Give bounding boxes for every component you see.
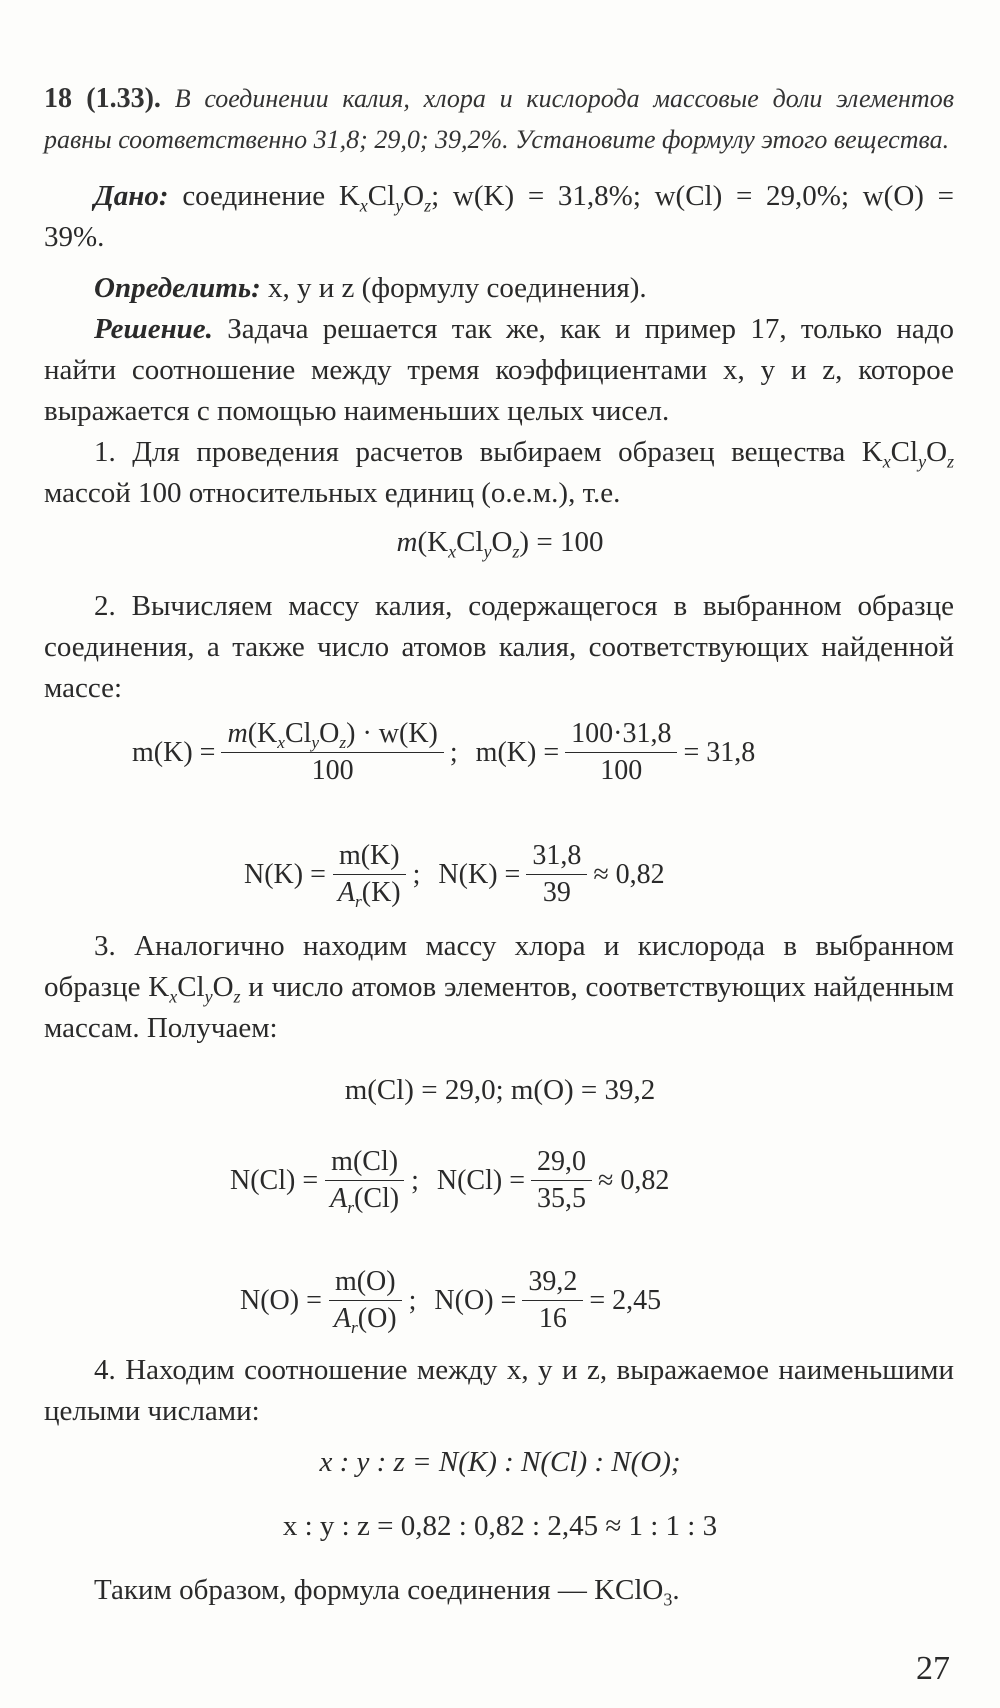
given-text-after: ; w(K) = 31,8%; w(Cl) = 29,0%; w(O) = 39%. (44, 180, 955, 253)
given-text-before: соединение (182, 180, 326, 212)
solution-text: Задача решается так же, как и пример 17, только надо найти соотношение между тремя коэффициентами x, y и z, которое выражается с помощью наименьших целых чисел. (44, 313, 955, 427)
eq-ratio2-text: x : y : z = 0,82 : 0,82 : 2,45 ≈ 1 : 1 : 3 (282, 1510, 718, 1542)
step1-text-before: 1. Для проведения расчетов выбираем образец вещества (94, 436, 846, 468)
step3-block (44, 926, 954, 1049)
step2-block (44, 586, 954, 709)
eq-mk-lhs2: m(K) = (475, 736, 560, 768)
find-text: x, y и z (формулу соединения). (268, 272, 647, 304)
eq-no-result: = 2,45 (589, 1284, 662, 1316)
problem-block (44, 52, 954, 186)
step4-paragraph (44, 1350, 954, 1432)
find-paragraph (44, 268, 954, 309)
eq-ncl-fraction-2 (531, 1144, 592, 1217)
eq-nk-lhs2: N(K) = (438, 858, 521, 890)
eq-ncl-sep: ; (411, 1164, 419, 1196)
step3-paragraph (44, 926, 954, 1049)
conclusion-paragraph: Таким образом, формула соединения — KClO$_3$. (94, 1574, 680, 1610)
total-mass-rhs: = 100 (529, 526, 604, 558)
eq-ncl-frac2-num: 29,0 (531, 1144, 592, 1181)
equation-mass-potassium (132, 716, 755, 789)
eq-nk-sep: ; (412, 858, 421, 890)
given-paragraph (44, 176, 954, 258)
eq-nk-frac1-den: (K) (361, 877, 401, 908)
find-label: Определить: (94, 272, 261, 304)
step4-text: 4. Находим соотношение между x, y и z, выражаемое наименьшими целыми числами: (44, 1354, 954, 1427)
solution-paragraph (44, 309, 954, 432)
eq-nk-fraction-2 (526, 838, 587, 911)
eq-no-frac1-num: m(O) (329, 1264, 402, 1301)
eq-no-fraction-2 (522, 1264, 583, 1337)
eq-ratio1-text: x : y : z = N(K) : N(Cl) : N(O); (319, 1446, 681, 1478)
conclusion-block (44, 1570, 954, 1611)
eq-ncl-lhs2: N(Cl) = (436, 1164, 526, 1196)
given-label: Дано: (94, 180, 169, 212)
equation-atoms-potassium (244, 838, 665, 911)
solution-label: Решение. (94, 313, 213, 345)
problem-statement (44, 78, 954, 160)
eq-ncl-frac2-den: 35,5 (537, 1183, 587, 1214)
eq-ncl-lhs: N(Cl) = (230, 1164, 319, 1196)
conclusion-text: Таким образом, формула соединения — KClO (94, 1574, 664, 1606)
eq-nk-frac2-num: 31,8 (526, 838, 587, 875)
step4-block (44, 1350, 954, 1432)
eq-nk-frac1-num: m(K) (333, 838, 406, 875)
eq-mk-frac2-num: 100·31,8 (565, 716, 677, 753)
problem-text: В соединении калия, хлора и кислорода массовые доли элементов равны соответственно 31,8; 29,0; 39,2%. Установите формулу этого вещества. (44, 84, 954, 154)
step2-text: 2. Вычисляем массу калия, содержащегося в выбранном образце соединения, а также число атомов калия, соответствующих найденной массе: (44, 590, 954, 704)
equation-atoms-chlorine (230, 1144, 669, 1217)
eq-nk-lhs: N(K) = (244, 858, 326, 890)
equation-total-mass: $m(K_xCl_yO_z) = 100$ (396, 526, 604, 562)
page-number: 27 (916, 1650, 950, 1687)
equation-masses-cl-o (0, 1070, 1000, 1110)
step3-text-after: и число атомов элементов, соответствующих найденным массам. Получаем: (44, 971, 954, 1044)
eq-nk-frac2-den: 39 (542, 877, 571, 908)
eq-mk-fraction-1: $\frac{m(K_xCl_yO_z) \cdot w(K)}{100}$ (221, 716, 443, 789)
formula-kxclyoz: $K_xCl_yO_z$ (861, 436, 955, 472)
given-block (44, 176, 954, 514)
step1-paragraph (44, 432, 954, 514)
eq-ncl-fraction-1: $\frac{m(Cl)}{A_r(Cl)}$ (324, 1144, 405, 1217)
eq-mk-lhs: m(K) = (132, 736, 216, 768)
equation-ratio-definition (0, 1442, 1000, 1482)
eq-no-lhs2: N(O) = (434, 1284, 517, 1316)
eq-no-frac2-den: 16 (538, 1303, 567, 1334)
eq-nk-fraction-1: $\frac{m(K)}{A_r(K)}$ (332, 838, 407, 911)
eq-no-lhs: N(O) = (240, 1284, 322, 1316)
equation-ratio-values (0, 1506, 1000, 1546)
eq-ncl-frac1-num: m(Cl) (325, 1144, 404, 1181)
step3-text-before: 3. Аналогично находим массу хлора и кислорода в выбранном образце (44, 930, 954, 1003)
eq-mk-frac2-den: 100 (600, 755, 643, 786)
step1-text-after: массой 100 относительных единиц (о.е.м.), т.е. (44, 477, 621, 509)
eq-mk-frac1-den: 100 (311, 755, 354, 786)
equation-atoms-oxygen (240, 1264, 661, 1337)
formula-kxclyoz: $K_xCl_yO_z$ (338, 180, 432, 216)
eq-mk-fraction-2 (565, 716, 677, 789)
eq-mk-result: = 31,8 (683, 736, 756, 768)
eq-no-sep: ; (408, 1284, 417, 1316)
eq-ncl-frac1-den: (Cl) (354, 1183, 400, 1214)
formula-kxclyoz: $K_xCl_yO_z$ (148, 971, 241, 1007)
eq-nk-result: ≈ 0,82 (593, 858, 665, 890)
eq-ncl-result: ≈ 0,82 (598, 1164, 670, 1196)
eq-no-frac2-num: 39,2 (522, 1264, 583, 1301)
eq-no-frac1-den: (O) (357, 1303, 397, 1334)
eq-mk-frac1-num: · w(K) (362, 718, 438, 749)
eq-no-fraction-1: $\frac{m(O)}{A_r(O)}$ (328, 1264, 403, 1337)
eq-masses-text: m(Cl) = 29,0; m(O) = 39,2 (344, 1074, 656, 1106)
problem-number: 18 (1.33). (44, 83, 161, 114)
eq-mk-sep: ; (449, 736, 458, 768)
step2-paragraph (44, 586, 954, 709)
